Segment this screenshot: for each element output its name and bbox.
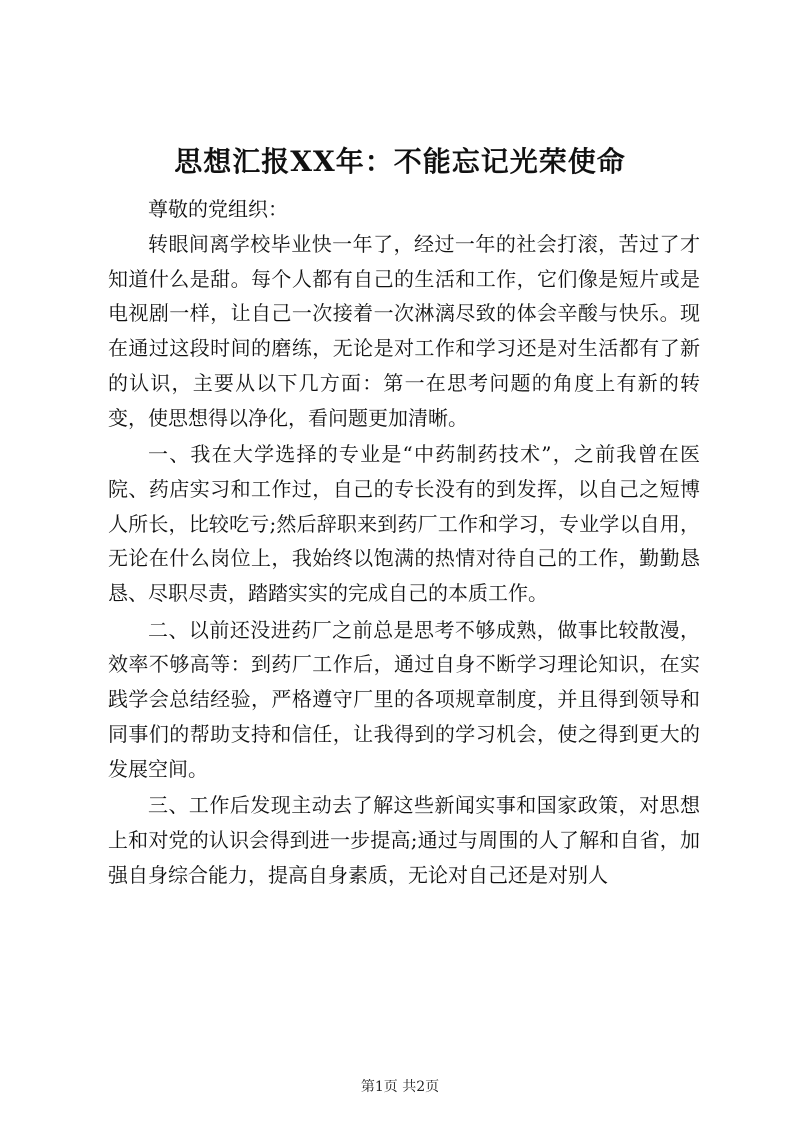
document-body [108, 227, 700, 892]
paragraph-3: 二、以前还没进药厂之前总是思考不够成熟，做事比较散漫，效率不够高等：到药厂工作后，通过自身不断学习理论知识，在实践学会总结经验，严格遵守厂里的各项规章制度，并且得到领导和同事们的帮助支持和信任，让我得到的学习机会，使之得到更大的发展空间。 [108, 617, 700, 781]
salutation: 尊敬的党组织： [148, 197, 288, 221]
paragraph-4: 三、工作后发现主动去了解这些新闻实事和国家政策，对思想上和对党的认识会得到进一步提高;通过与周围的人了解和自省，加强自身综合能力，提高自身素质，无论对自己还是对别人 [108, 793, 700, 887]
paragraph-2: 一、我在大学选择的专业是“中药制药技术”，之前我曾在医院、药店实习和工作过，自己的专长没有的到发挥，以自己之短博人所长，比较吃亏;然后辞职来到药厂工作和学习，专业学以自用，无论在什么岗位上，我始终以饱满的热情对待自己的工作，勤勤恳恳、尽职尽责，踏踏实实的完成自己的本质工作。 [108, 442, 700, 606]
paragraph-1: 转眼间离学校毕业快一年了，经过一年的社会打滚，苦过了才知道什么是甜。每个人都有自己的生活和工作，它们像是短片或是电视剧一样，让自己一次接着一次淋漓尽致的体会辛酸与快乐。现在通过这段时间的磨练，无论是对工作和学习还是对生活都有了新的认识，主要从以下几方面：第一在思考问题的角度上有新的转变，使思想得以净化，看问题更加清晰。 [108, 232, 700, 430]
page-footer: 第1页 共2页 [360, 1079, 440, 1095]
document-title: 思想汇报XX年：不能忘记光荣使命 [174, 145, 626, 178]
